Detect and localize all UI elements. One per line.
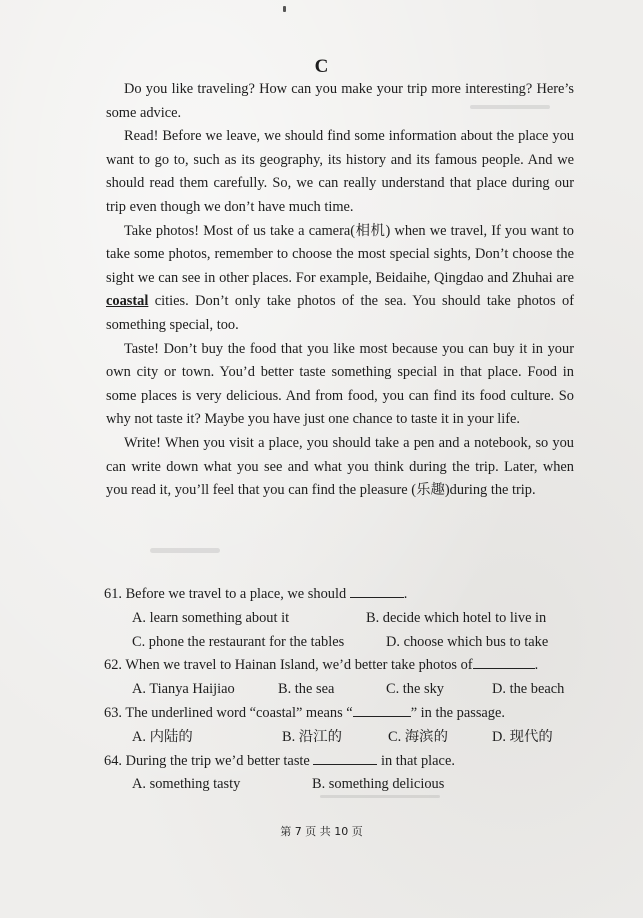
passage-paragraph-2: Read! Before we leave, we should find some information about the place you want to go to, such as its geography, its history and its famous people. And we should read them carefully. So, we can really understand that place during our trip even though we don’t have much time.: [106, 128, 574, 215]
option-b: B. the sea: [278, 681, 335, 698]
section-letter: C: [314, 56, 329, 77]
paragraph-3-part-b: cities. Don’t only take photos of the sea. You should take photos of something special, too.: [106, 293, 574, 333]
answer-blank: [473, 654, 535, 669]
question-list: [104, 583, 574, 797]
option-b: B. 沿江的: [282, 728, 342, 745]
question-63: [104, 702, 574, 726]
option-a: A. something tasty: [132, 776, 241, 793]
question-63-options: [104, 726, 574, 750]
page-number: 第 7 页 共 10 页: [280, 825, 363, 838]
option-b: B. decide which hotel to live in: [366, 609, 547, 626]
underlined-word-coastal: coastal: [106, 293, 149, 310]
option-a: A. 内陆的: [132, 728, 193, 745]
question-stem: 62. When we travel to Hainan Island, we’d better take photos of: [104, 657, 473, 674]
question-stem: 61. Before we travel to a place, we should: [104, 586, 350, 602]
question-stem-end: .: [534, 657, 539, 674]
question-64-options: [104, 773, 574, 797]
option-b: B. something delicious: [312, 776, 445, 793]
paragraph-3-part-a: Take photos! Most of us take a camera(相机) when we travel, If you want to take some photos, remember to choose the most special sights, Don’t choose the sight we can see in other places. For example, Beidaihe, Qingdao and Zhuhai are: [106, 222, 574, 286]
question-stem: 63. The underlined word “coastal” means “: [104, 704, 353, 721]
answer-blank: [350, 583, 404, 598]
passage-paragraph-3: [106, 220, 574, 338]
scan-mark: [283, 6, 286, 12]
option-a: A. learn something about it: [132, 609, 290, 626]
option-c: C. 海滨的: [388, 728, 448, 745]
question-stem-end: in that place.: [377, 752, 455, 769]
option-d: D. the beach: [492, 681, 565, 698]
question-stem-end: ” in the passage.: [410, 704, 505, 721]
question-stem: 64. During the trip we’d better taste: [104, 752, 314, 769]
option-c: C. phone the restaurant for the tables: [132, 633, 345, 650]
answer-blank: [313, 750, 377, 765]
passage-paragraph-4: Taste! Don’t buy the food that you like most because you can buy it in your own city or town. You’d better taste something special in that place. Food in some places is very delicious. And from food, you can find its food culture. So why not taste it? Maybe you have just one chance to taste it in your life.: [106, 340, 574, 428]
option-d: D. 现代的: [492, 728, 553, 745]
question-stem-end: .: [403, 586, 408, 602]
scan-smudge: [150, 548, 220, 553]
question-61-options: [104, 607, 574, 631]
passage-paragraph-1: Do you like traveling? How can you make your trip more interesting? Here’s some advice.: [106, 81, 574, 121]
option-c: C. the sky: [386, 681, 444, 698]
reading-passage: [106, 78, 574, 503]
passage-paragraph-5: Write! When you visit a place, you should take a pen and a notebook, so you can write down what you see and what you think during the trip. Later, when you read it, you’ll feel that you can find the pleasure (乐趣)during the trip.: [106, 434, 574, 499]
answer-blank: [353, 702, 411, 717]
question-61: [104, 583, 574, 607]
question-62: [104, 654, 574, 678]
option-d: D. choose which bus to take: [386, 633, 549, 650]
question-62-options: [104, 678, 574, 702]
question-61-options-row-2: [104, 631, 574, 655]
option-a: A. Tianya Haijiao: [132, 681, 235, 698]
question-64: [104, 750, 574, 774]
